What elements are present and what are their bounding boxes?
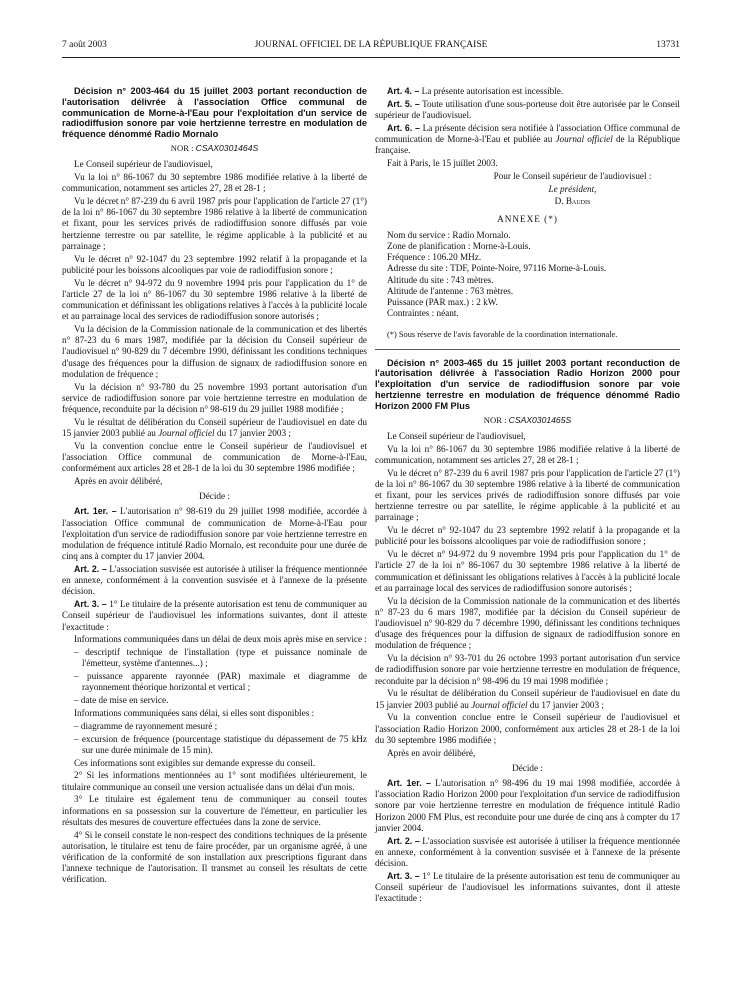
journal-title: JOURNAL OFFICIEL DE LA RÉPUBLIQUE FRANÇAISE [254,40,488,50]
paragraph: Vu la convention conclue entre le Conseil supérieur de l'audiovisuel et l'association Radio Horizon 2000, conformément aux articles 28 et 28-1 de la loi du 30 septembre 1986 modifiée ; [375,712,680,745]
issue-date: 7 août 2003 [62,40,107,50]
article-6 [375,123,680,157]
paragraph: Vu la décision de la Commission nationale de la communication et des libertés n° 87-23 du 6 mars 1987, modifiée par la décision du Conseil supérieur de l'audiovisuel n° 90-829 du 7 décembre 1990, définissant les conditions techniques d'usage des fréquences pour la diffusion de signaux de radiodiffusion sonore en modulation de fréquence ; [62,324,367,379]
done-at: Fait à Paris, le 15 juillet 2003. [387,158,498,168]
list-item: – descriptif technique de l'installation (type et puissance nominale de l'émetteur, système d'antennes...) ; [74,647,367,669]
paragraph: Vu le décret n° 94-972 du 9 novembre 1994 pris pour l'application du 1° de l'article 27 de la loi n° 86-1067 du 30 septembre 1986 relative à la liberté de communication et définissant les obligations relatives à l'accès à la publicité locale et au parrainage local des services de radiodiffusion sonore autorisés ; [375,549,680,593]
article-text: La présente décision sera notifiée à l'association Office communal de communication de Morne-à-l'Eau et publiée au [375,122,680,144]
paragraph: Vu la convention conclue entre le Conseil supérieur de l'audiovisuel et l'association Office communal de communication de Morne-à-l'Eau, conformément aux articles 28 et 28-1 de la loi du 30 septembre 1986 modifiée ; [62,440,367,474]
article-3 [62,599,367,633]
section-divider [375,349,680,350]
paragraph: Le Conseil supérieur de l'audiovisuel, [74,159,213,170]
article-text: 1° Le titulaire de la présente autorisation est tenu de communiquer au Conseil supérieur de l'audiovisuel les informations suivantes, dont il atteste l'exactitude : [62,599,367,632]
article-label: Art. 5. – [387,98,420,109]
paragraph: Vu le décret n° 92-1047 du 23 septembre 1992 relatif à la propagande et la publicité pour les boissons alcooliques par voie de radiodiffusion sonore ; [375,525,680,547]
list-item: – diagramme de rayonnement mesuré ; [74,720,218,731]
annex-line: Zone de planification : Morne-à-Louis. [387,241,531,251]
text-run: du 17 janvier 2003 ; [214,428,291,439]
left-column [62,86,367,887]
text-run: Vu le résultat de délibération du Conseil supérieur de l'audiovisuel en date du 15 janvier 2003 publié au [62,416,367,439]
paragraph [62,417,367,439]
article-2 [375,836,680,870]
visa-list-464 [62,159,367,487]
article-label: Art. 1er. – [74,506,117,517]
signature-role [375,184,680,195]
list-item: – puissance apparente rayonnée (PAR) maximale et diagramme de rayonnement théorique horizontal et vertical ; [74,671,367,693]
header-rule [62,57,680,58]
paragraph: Vu le décret n° 94-972 du 9 novembre 1994 pris pour l'application du 1° de l'article 27 de la loi n° 86-1067 du 30 septembre 1986 relative à la liberté de communication et définissant les obligations relatives à l'accès à la publicité locale et au parrainage local des services de radiodiffusion sonore autorisés ; [62,277,367,322]
right-column [375,86,680,906]
nor-label: NOR : [483,414,509,425]
article-2 [62,564,367,598]
article-label: Art. 1er. – [387,778,431,789]
text-run: Vu le résultat de délibération du Conseil supérieur de l'audiovisuel en date du 15 janvier 2003 publié au [375,688,680,710]
article-text: L'association susvisée est autorisée à utiliser la fréquence mentionnée en annexe, conformément à la convention susvisée et à l'annexe de la présente décision. [62,564,367,597]
annex-line: Nom du service : Radio Mornalo. [387,229,511,240]
paragraph: Vu la décision n° 93-780 du 25 novembre 1993 portant autorisation d'un service de radiodiffusion sonore par voie hertzienne terrestre en modulation de fréquence, reconduite par la décision n° 98-619 du 29 juillet 1988 modifiée ; [62,381,367,415]
article-text: L'autorisation n° 98-619 du 29 juillet 1998 modifiée, accordée à l'association Office communal de communication de Morne-à-l'Eau pour l'exploitation d'un service de radiodiffusion sonore par voie hertzienne terrestre en modulation de fréquence intitulé Radio Mornalo, est reconduite pour une durée de cinq ans à compter du 17 janvier 2004. [62,506,367,562]
nor-code: CSAX0301465S [508,414,572,425]
page-number: 13731 [656,40,680,50]
signature-name: D. Baudis [554,196,591,207]
paragraph: Le Conseil supérieur de l'audiovisuel, [387,430,526,441]
signature-role-text: Le président, [548,183,597,194]
journal-officiel-ref: Journal officiel [471,699,528,710]
nor-label: NOR : [170,142,196,153]
text-run: du 17 janvier 2003 ; [527,699,604,710]
paragraph: Vu le décret n° 92-1047 du 23 septembre 1992 relatif à la propagande et la publicité pour les boissons alcooliques par voie de radiodiffusion sonore ; [62,253,367,275]
article-text: 1° Le titulaire de la présente autorisation est tenu de communiquer au Conseil supérieur de l'audiovisuel les informations suivantes, dont il atteste l'exactitude : [375,870,680,904]
paragraph: Vu la loi n° 86-1067 du 30 septembre 1986 modifiée relative à la liberté de communication, notamment ses articles 27, 28 et 28-1 ; [375,443,680,465]
article-label: Art. 2. – [387,835,420,846]
decision-title-465: Décision n° 2003-465 du 15 juillet 2003 portant reconduction de l'autorisation délivrée à l'association Radio Horizon 2000 pour l'exploitation d'un service de radiodiffusion sonore par voie hertzienne terrestre en modulation de fréquence dénommé Radio Horizon 2000 FM Plus [375,357,680,411]
annex-title: ANNEXE (*) [497,213,558,224]
paragraph: 2° Si les informations mentionnées au 1° sont modifiées ultérieurement, le titulaire communique au conseil une version actualisée dans un délai d'un mois. [62,770,367,792]
annex-footnote: (*) Sous réserve de l'avis favorable de la coordination internationale. [387,330,618,340]
journal-officiel-ref: Journal officiel [555,134,613,144]
article-text: de la République française. [375,134,680,156]
paragraph: Après en avoir délibéré, [74,476,163,487]
paragraph: 4° Si le conseil constate le non-respect des conditions techniques de la présente autorisation, le titulaire est tenu de faire procéder, par un organisme agréé, à une vérification de la conformité de son installation aux prescriptions figurant dans l'annexe technique de l'autorisation. Il transmet au conseil les résultats de cette vérification. [62,829,367,885]
paragraph: Informations communiquées sans délai, si elles sont disponibles : [74,708,315,719]
annex-line: Fréquence : 106.20 MHz. [387,252,482,263]
annex-line: Adresse du site : TDF, Pointe-Noire, 97116 Morne-à-Louis. [387,263,607,274]
article-label: Art. 6. – [387,122,420,133]
signature-for: Pour le Conseil supérieur de l'audiovisuel : [493,170,652,181]
paragraph: Vu la décision de la Commission nationale de la communication et des libertés n° 87-23 du 6 mars 1987, modifiée par la décision du Conseil supérieur de l'audiovisuel n° 90-829 du 7 décembre 1990, définissant les conditions techniques d'usage des fréquences pour la diffusion de signaux de radiodiffusion sonore en modulation de fréquence ; [375,595,680,651]
article-label: Art. 4. – [387,86,420,96]
article-text: L'autorisation n° 98-496 du 19 mai 1998 modifiée, accordée à l'association Radio Horizon 2000 pour l'exploitation d'un service de radiodiffusion sonore par voie hertzienne terrestre en modulation de fréquence intitulé Radio Horizon 2000 FM Plus, est reconduite pour une durée de cinq ans à compter du 17 janvier 2004. [375,778,680,833]
list-item: – date de mise en service. [74,695,169,706]
annex-line: Altitude du site : 743 mètres. [387,274,494,285]
article-text: Toute utilisation d'une sous-porteuse doit être autorisée par le Conseil supérieur de l'audiovisuel. [375,98,680,120]
article-label: Art. 2. – [74,564,107,575]
list-item: – excursion de fréquence (pourcentage statistique du dépassement de 75 kHz sur une durée minimale de 15 min). [74,733,367,755]
annex-line: Altitude de l'antenne : 763 mètres. [387,285,514,296]
running-header [62,38,680,52]
annex-list [375,230,680,320]
paragraph [375,688,680,710]
annex-line: Puissance (PAR max.) : 2 kW. [387,297,498,308]
decide-heading: Décide : [199,491,230,502]
article-label: Art. 3. – [387,870,420,881]
journal-officiel-ref: Journal officiel [158,428,215,439]
paragraph: Vu le décret n° 87-239 du 6 avril 1987 pris pour l'application de l'article 27 (1°) de la loi n° 86-1067 du 30 septembre 1986 relative à la liberté de communication et fixant, pour les services privés de radiodiffusion sonore diffusés par voie hertzienne terrestre ou par satellite, le régime applicable à la publicité et au parrainage ; [375,467,680,523]
nor-reference-464 [62,143,367,154]
article-1 [375,778,680,834]
paragraph: Vu la décision n° 93-701 du 26 octobre 1993 portant autorisation d'un service de radiodiffusion sonore par voie hertzienne terrestre en modulation de fréquence, reconduite par la décision n° 98-496 du 19 mai 1998 modifiée ; [375,653,680,686]
article-4 [375,86,680,97]
article-3 [375,871,680,905]
paragraph: Après en avoir délibéré, [387,747,476,758]
decision-title-464: Décision n° 2003-464 du 15 juillet 2003 portant reconduction de l'autorisation délivrée à l'association Office communal de communication de Morne-à-l'Eau pour l'exploitation d'un service de radiodiffusion sonore par voie hertzienne terrestre en modulation de fréquence dénommé Radio Mornalo [62,86,367,140]
article-text: L'association susvisée est autorisée à utiliser la fréquence mentionnée en annexe, conformément à la convention susvisée et à l'annexe de la présente décision. [375,835,680,869]
article-1 [62,506,367,562]
decide-heading: Décide : [512,762,543,773]
annex-line: Contraintes : néant. [387,308,459,319]
article-text: La présente autorisation est incessible. [419,86,564,96]
paragraph: Ces informations sont exigibles sur demande expresse du conseil. [74,757,316,768]
paragraph: Vu le décret n° 87-239 du 6 avril 1987 pris pour l'application de l'article 27 (1°) de la loi n° 86-1067 du 30 septembre 1986 relative à la liberté de communication et fixant, pour les services privés de radiodiffusion sonore diffusés par voie hertzienne terrestre ou par satellite, le régime applicable à la publicité et au parrainage ; [62,195,367,251]
paragraph: 3° Le titulaire est également tenu de communiquer au conseil toutes informations en sa possession sur la couverture de l'émetteur, en particulier les résultats des mesures de couverture effectuées dans la zone de service. [62,794,367,827]
article-5 [375,99,680,121]
paragraph: Informations communiquées dans un délai de deux mois après mise en service : [74,634,367,645]
nor-reference-465 [375,415,680,426]
visa-list-465 [375,431,680,759]
article-label: Art. 3. – [74,599,107,610]
nor-code: CSAX0301464S [195,142,259,153]
paragraph: Vu la loi n° 86-1067 du 30 septembre 1986 modifiée relative à la liberté de communication, notamment ses articles 27, 28 et 28-1 ; [62,171,367,194]
